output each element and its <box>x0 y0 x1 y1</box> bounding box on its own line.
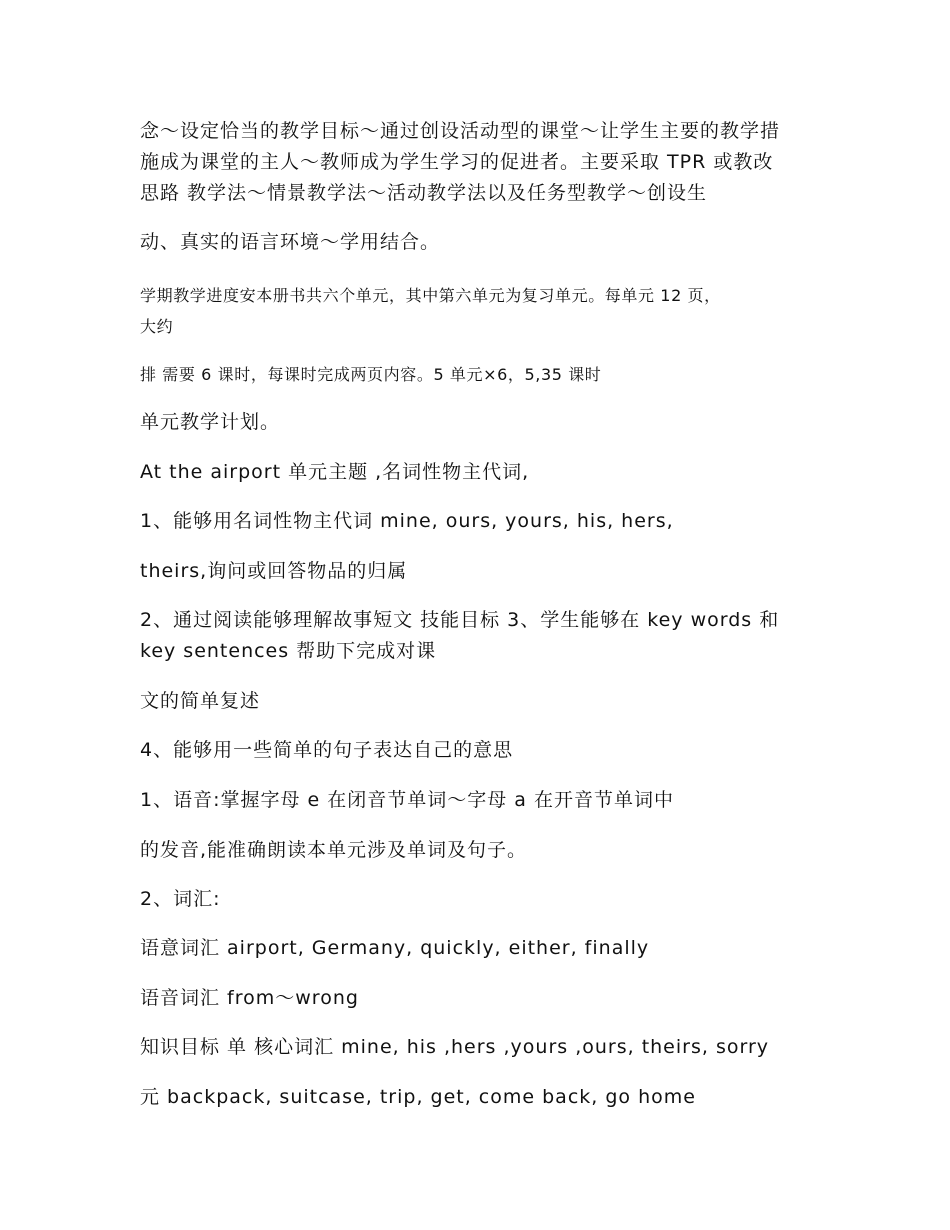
text-line: 学期教学进度安本册书共六个单元，其中第六单元为复习单元。每单元 12 页， <box>140 286 721 305</box>
text-line: 动、真实的语言环境～学用结合。 <box>140 231 441 253</box>
text-line: 4、能够用一些简单的句子表达自己的意思 <box>140 739 514 761</box>
text-line: 文的简单复述 <box>140 690 261 712</box>
text-line: 1、能够用名词性物主代词 mine, ours, yours, his, hers, <box>140 510 674 532</box>
text-line: 排 需要 6 课时，每课时完成两页内容。5 单元×6，5,35 课时 <box>140 365 602 384</box>
text-line: 施成为课堂的主人～教师成为学生学习的促进者。主要采取 TPR 或教改 <box>140 151 774 173</box>
text-line: 思路 教学法～情景教学法～活动教学法以及任务型教学～创设生 <box>140 182 708 204</box>
text-line: 2、词汇: <box>140 888 221 910</box>
text-line: 语音词汇 from～wrong <box>140 987 359 1009</box>
text-line: At the airport 单元主题 ,名词性物主代词, <box>140 461 530 483</box>
text-line: 大约 <box>140 317 174 336</box>
text-line: 单元教学计划。 <box>140 411 281 433</box>
text-line: 语意词汇 airport, Germany, quickly, either, finally <box>140 937 650 959</box>
text-line: 1、语音:掌握字母 e 在闭音节单词～字母 a 在开音节单词中 <box>140 789 674 811</box>
text-line: key sentences 帮助下完成对课 <box>140 640 437 662</box>
text-line: 2、通过阅读能够理解故事短文 技能目标 3、学生能够在 key words 和 <box>140 609 780 631</box>
text-line: 的发音,能准确朗读本单元涉及单词及句子。 <box>140 839 528 861</box>
text-line: 念～设定恰当的教学目标～通过创设活动型的课堂～让学生主要的教学措 <box>140 120 781 142</box>
text-line: 元 backpack, suitcase, trip, get, come back, go home <box>140 1086 696 1108</box>
text-line: 知识目标 单 核心词汇 mine, his ,hers ,yours ,ours, theirs, sorry <box>140 1036 769 1058</box>
text-line: theirs,询问或回答物品的归属 <box>140 560 408 582</box>
